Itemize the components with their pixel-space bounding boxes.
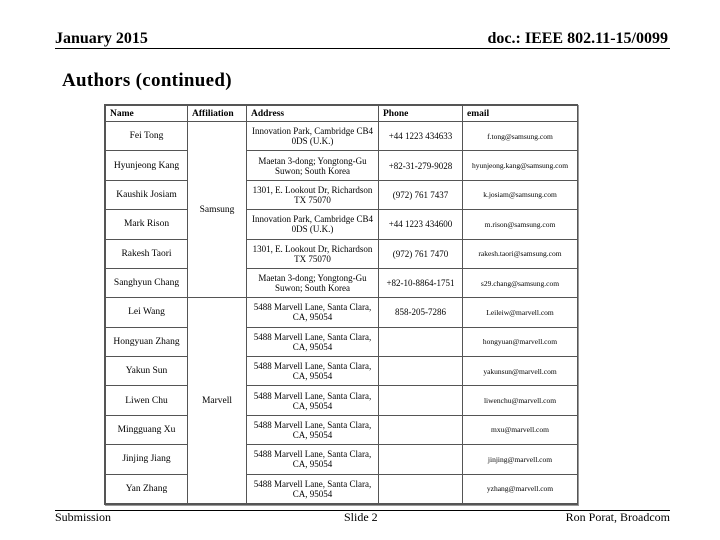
phone-cell: +44 1223 434633 <box>379 122 463 151</box>
address-cell: Maetan 3-dong; Yongtong-Gu Suwon; South Korea <box>247 151 379 180</box>
phone-cell <box>379 445 463 474</box>
authors-table-frame <box>104 104 578 505</box>
header-doc-id: doc.: IEEE 802.11-15/0099 <box>487 30 668 47</box>
table-row <box>106 474 578 504</box>
slide-title: Authors (continued) <box>62 70 232 91</box>
author-name: Yan Zhang <box>106 474 188 504</box>
author-name: Jinjing Jiang <box>106 445 188 474</box>
address-cell: Innovation Park, Cambridge CB4 0DS (U.K.) <box>247 210 379 239</box>
phone-cell <box>379 474 463 504</box>
table-row <box>106 298 578 327</box>
email-cell: k.josiam@samsung.com <box>463 180 578 209</box>
phone-cell: (972) 761 7437 <box>379 180 463 209</box>
email-cell: hongyuan@marvell.com <box>463 327 578 356</box>
table-row <box>106 268 578 297</box>
address-cell: 5488 Marvell Lane, Santa Clara, CA, 95054 <box>247 386 379 415</box>
author-name: Mark Rison <box>106 210 188 239</box>
author-name: Liwen Chu <box>106 386 188 415</box>
address-cell: Innovation Park, Cambridge CB4 0DS (U.K.) <box>247 122 379 151</box>
footer-submission: Submission <box>55 510 112 524</box>
affiliation-cell: Marvell <box>188 298 247 504</box>
table-row <box>106 180 578 209</box>
phone-cell <box>379 386 463 415</box>
email-cell: Leileiw@marvell.com <box>463 298 578 327</box>
table-header-row <box>106 106 578 122</box>
footer-slide-number: Slide 2 <box>344 510 378 524</box>
address-cell: 5488 Marvell Lane, Santa Clara, CA, 95054 <box>247 445 379 474</box>
table-row <box>106 386 578 415</box>
affiliation-cell: Samsung <box>188 122 247 298</box>
email-cell: rakesh.taori@samsung.com <box>463 239 578 268</box>
column-header-address: Address <box>247 106 379 122</box>
phone-cell: +82-10-8864-1751 <box>379 268 463 297</box>
email-cell: liwenchu@marvell.com <box>463 386 578 415</box>
email-cell: f.tong@samsung.com <box>463 122 578 151</box>
header-rule <box>55 48 670 49</box>
table-row <box>106 357 578 386</box>
author-name: Rakesh Taori <box>106 239 188 268</box>
email-cell: hyunjeong.kang@samsung.com <box>463 151 578 180</box>
author-name: Sanghyun Chang <box>106 268 188 297</box>
phone-cell <box>379 327 463 356</box>
table-row <box>106 239 578 268</box>
address-cell: 5488 Marvell Lane, Santa Clara, CA, 95054 <box>247 327 379 356</box>
phone-cell: +44 1223 434600 <box>379 210 463 239</box>
address-cell: 5488 Marvell Lane, Santa Clara, CA, 95054 <box>247 357 379 386</box>
author-name: Kaushik Josiam <box>106 180 188 209</box>
author-name: Hyunjeong Kang <box>106 151 188 180</box>
footer-author: Ron Porat, Broadcom <box>565 510 670 524</box>
column-header-affiliation: Affiliation <box>188 106 247 122</box>
table-row <box>106 151 578 180</box>
email-cell: mxu@marvell.com <box>463 415 578 444</box>
author-name: Lei Wang <box>106 298 188 327</box>
column-header-name: Name <box>106 106 188 122</box>
phone-cell: +82-31-279-9028 <box>379 151 463 180</box>
column-header-email: email <box>463 106 578 122</box>
phone-cell <box>379 357 463 386</box>
author-name: Mingguang Xu <box>106 415 188 444</box>
phone-cell: 858-205-7286 <box>379 298 463 327</box>
table-row <box>106 415 578 444</box>
author-name: Fei Tong <box>106 122 188 151</box>
table-row <box>106 445 578 474</box>
column-header-phone: Phone <box>379 106 463 122</box>
author-name: Hongyuan Zhang <box>106 327 188 356</box>
table-row <box>106 122 578 151</box>
address-cell: 1301, E. Lookout Dr, Richardson TX 75070 <box>247 180 379 209</box>
authors-table <box>105 105 578 504</box>
phone-cell <box>379 415 463 444</box>
address-cell: 1301, E. Lookout Dr, Richardson TX 75070 <box>247 239 379 268</box>
email-cell: s29.chang@samsung.com <box>463 268 578 297</box>
address-cell: Maetan 3-dong; Yongtong-Gu Suwon; South Korea <box>247 268 379 297</box>
header-date: January 2015 <box>55 30 148 47</box>
address-cell: 5488 Marvell Lane, Santa Clara, CA, 95054 <box>247 415 379 444</box>
table-row <box>106 210 578 239</box>
author-name: Yakun Sun <box>106 357 188 386</box>
table-row <box>106 327 578 356</box>
address-cell: 5488 Marvell Lane, Santa Clara, CA, 95054 <box>247 298 379 327</box>
address-cell: 5488 Marvell Lane, Santa Clara, CA, 95054 <box>247 474 379 504</box>
email-cell: jinjing@marvell.com <box>463 445 578 474</box>
email-cell: m.rison@samsung.com <box>463 210 578 239</box>
email-cell: yzhang@marvell.com <box>463 474 578 504</box>
email-cell: yakunsun@marvell.com <box>463 357 578 386</box>
phone-cell: (972) 761 7470 <box>379 239 463 268</box>
